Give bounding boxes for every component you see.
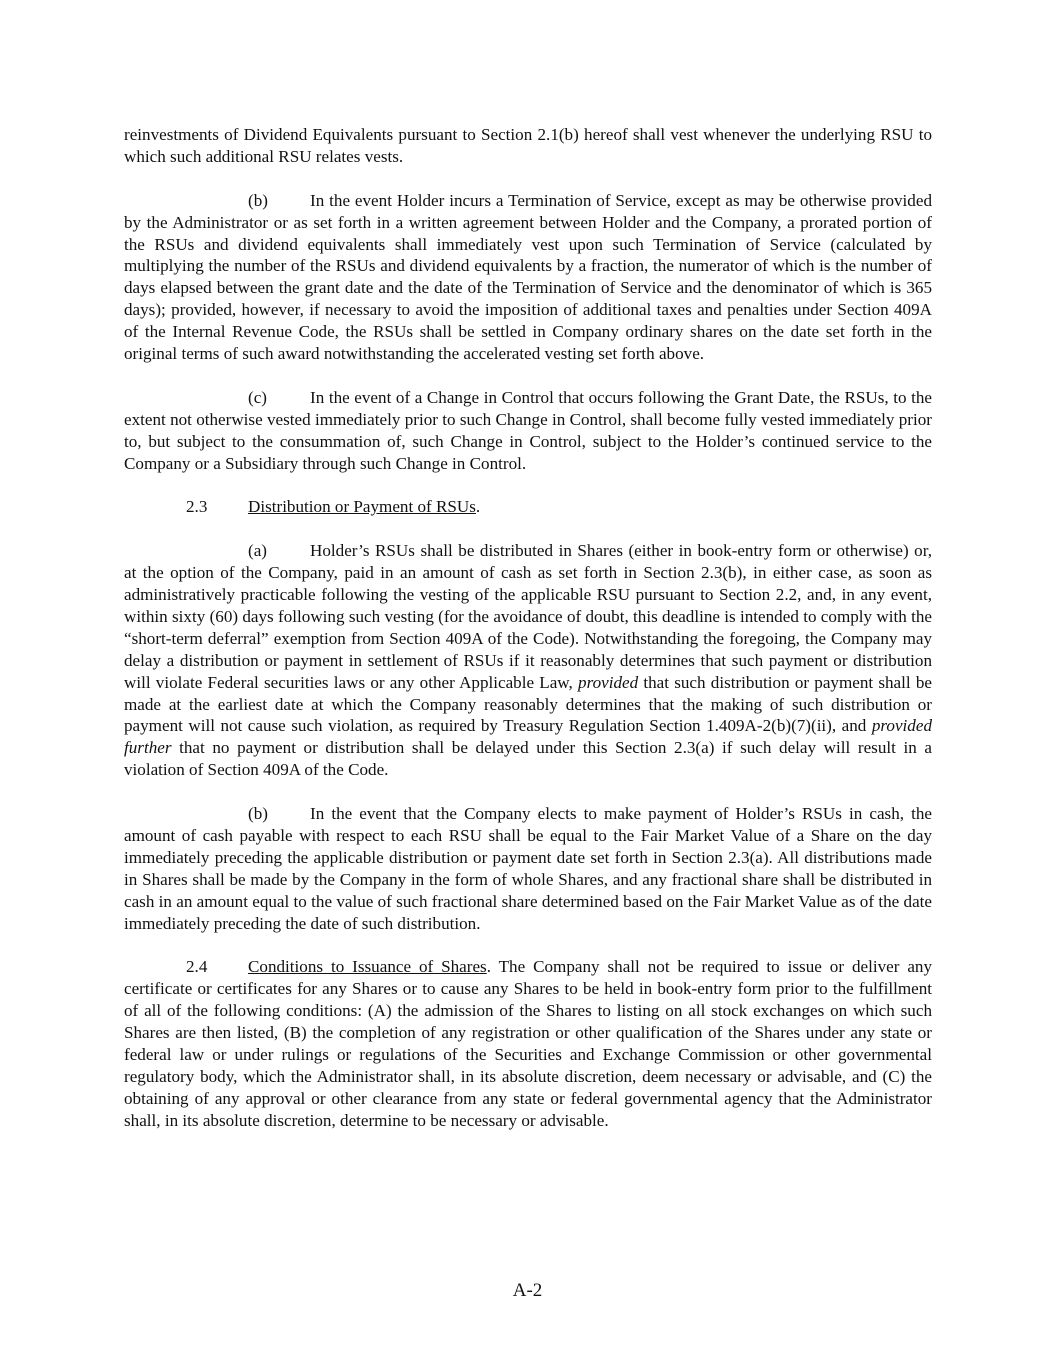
section-number: 2.4 — [186, 957, 208, 977]
paragraph-continuation: reinvestments of Dividend Equivalents pursuant to Section 2.1(b) hereof shall vest whenever the underlying RSU to which such additional RSU relates vests. — [124, 125, 932, 166]
clause-text-part-2: that such distribution or payment shall be made at the earliest date at which the Company reasonably determines that the making of such distribution or payment will not cause such violation, as required by Treasury Regulation Section 1.409A-2(b)(7)(ii), and — [124, 672, 932, 736]
document-body — [124, 124, 932, 1132]
section-2-4 — [124, 956, 932, 1131]
clause-label: (a) — [248, 541, 267, 561]
paragraph-2-3-a — [124, 540, 932, 781]
italic-provided: provided — [578, 672, 639, 692]
clause-text: In the event Holder incurs a Termination of Service, except as may be otherwise provided by the Administrator or as set forth in a written agreement between Holder and the Company, a prorated portion of the RSUs and dividend equivalents shall immediately vest upon such Termination of Service (calculated by multiplying the number of the RSUs and dividend equivalents by a fraction, the numerator of which is the number of days elapsed between the grant date and the date of the Termination of Service and the denominator of which is 365 days); provided, however, if necessary to avoid the imposition of additional taxes and penalties under Section 409A of the Internal Revenue Code, the RSUs shall be settled in Company ordinary shares on the date set forth in the original terms of such award notwithstanding the accelerated vesting set forth above. — [124, 190, 932, 364]
section-2-3-heading — [124, 496, 932, 518]
page-number: A-2 — [512, 1280, 543, 1301]
section-title: Conditions to Issuance of Shares — [248, 957, 487, 977]
section-title-period: . — [475, 497, 481, 517]
clause-text: In the event of a Change in Control that occurs following the Grant Date, the RSUs, to the extent not otherwise vested immediately prior to such Change in Control, shall become fully vested immediately prior to, but subject to the consummation of, such Change in Control, subject to the Holder’s continued service to the Company or a Subsidiary through such Change in Control. — [124, 387, 932, 473]
section-text: . The Company shall not be required to issue or deliver any certificate or certificates for any Shares or to cause any Shares to be held in book-entry form prior to the fulfillment of all of the following conditions: (A) the admission of the Shares to listing on all stock exchanges on which such Shares are then listed, (B) the completion of any registration or other qualification of the Shares under any state or federal law or under rulings or regulations of the Securities and Exchange Commission or other governmental regulatory body, which the Administrator shall, in its absolute discretion, deem necessary or advisable, and (C) the obtaining of any approval or other clearance from any state or federal governmental agency that the Administrator shall, in its absolute discretion, determine to be necessary or advisable. — [124, 957, 933, 1130]
clause-text-part-3: that no payment or distribution shall be delayed under this Section 2.3(a) if such delay will result in a violation of Section 409A of the Code. — [124, 738, 932, 780]
paragraph-2-2-c — [124, 387, 932, 475]
section-number: 2.3 — [186, 497, 208, 517]
clause-label: (b) — [248, 804, 268, 824]
paragraph-2-2-b — [124, 190, 932, 365]
clause-text-part-1: Holder’s RSUs shall be distributed in Shares (either in book-entry form or otherwise) or, at the option of the Company, paid in an amount of cash as set forth in Section 2.3(b), in either case, as soon as administratively practicable following the vesting of the applicable RSU pursuant to Section 2.2, and, in any event, within sixty (60) days following such vesting (for the avoidance of doubt, this deadline is intended to comply with the “short-term deferral” exemption from Section 409A of the Code). Notwithstanding the foregoing, the Company may delay a distribution or payment in settlement of RSUs if it reasonably determines that such payment or distribution will violate Federal securities laws or any other Applicable Law, — [124, 541, 932, 692]
italic-provided-further: provided further — [124, 716, 932, 758]
section-title: Distribution or Payment of RSUs — [248, 497, 476, 517]
clause-text: In the event that the Company elects to make payment of Holder’s RSUs in cash, the amount of cash payable with respect to each RSU shall be equal to the Fair Market Value of a Share on the day immediately preceding the applicable distribution or payment date set forth in Section 2.3(a). All distributions made in Shares shall be made by the Company in the form of whole Shares, and any fractional share shall be distributed in cash in an amount equal to the value of such fractional share determined based on the Fair Market Value as of the date immediately preceding the date of such distribution. — [124, 804, 932, 933]
clause-label: (c) — [248, 387, 267, 407]
clause-label: (b) — [248, 190, 268, 210]
paragraph-2-3-b — [124, 803, 932, 934]
